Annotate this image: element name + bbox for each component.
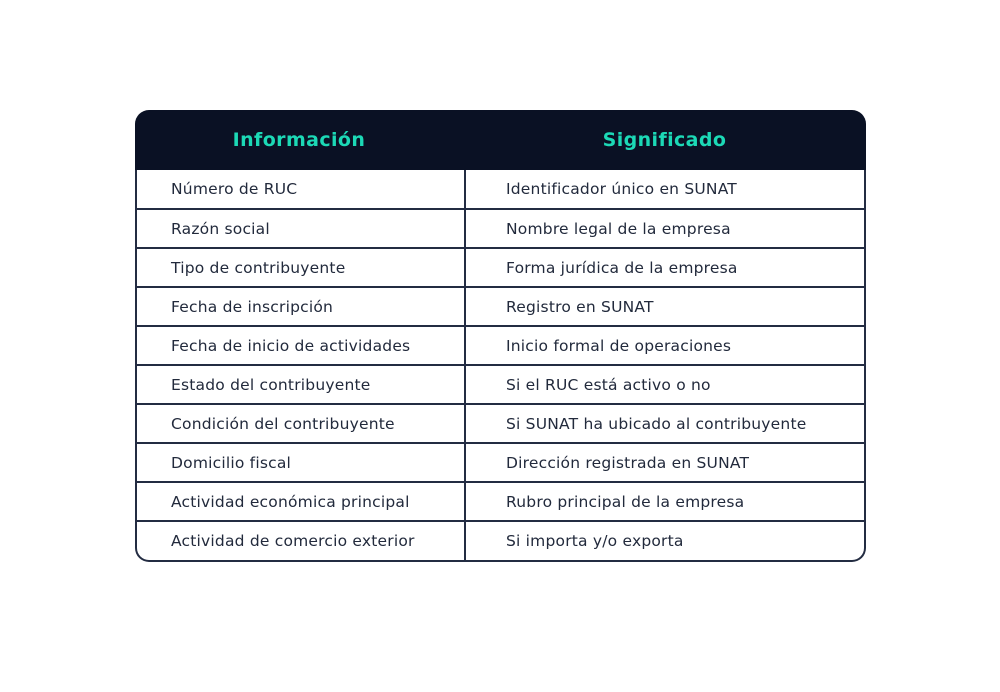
meaning-cell: Dirección registrada en SUNAT xyxy=(465,443,864,482)
info-cell: Estado del contribuyente xyxy=(137,365,465,404)
meaning-cell: Inicio formal de operaciones xyxy=(465,326,864,365)
table-header xyxy=(135,110,866,170)
meaning-cell: Si el RUC está activo o no xyxy=(465,365,864,404)
table-row xyxy=(137,248,864,287)
column-header-informacion: Información xyxy=(232,129,366,151)
column-header-significado: Significado xyxy=(602,129,727,151)
table-row xyxy=(137,404,864,443)
meaning-cell: Si importa y/o exporta xyxy=(506,532,684,550)
table-row xyxy=(137,521,864,560)
meaning-cell: Identificador único en SUNAT xyxy=(465,170,864,209)
info-cell: Actividad de comercio exterior xyxy=(137,521,465,560)
table-row xyxy=(137,443,864,482)
info-cell: Número de RUC xyxy=(137,170,465,209)
table-row xyxy=(137,287,864,326)
ruc-info-table xyxy=(135,110,866,562)
table-row xyxy=(137,482,864,521)
table-grid xyxy=(137,170,864,560)
table-row xyxy=(137,326,864,365)
table-row xyxy=(137,209,864,248)
info-cell: Fecha de inscripción xyxy=(137,287,465,326)
info-cell: Condición del contribuyente xyxy=(137,404,465,443)
info-cell: Razón social xyxy=(137,209,465,248)
meaning-cell: Registro en SUNAT xyxy=(465,287,864,326)
meaning-cell: Rubro principal de la empresa xyxy=(465,482,864,521)
table-rows xyxy=(137,170,864,560)
info-cell: Tipo de contribuyente xyxy=(137,248,465,287)
info-cell: Actividad económica principal xyxy=(137,482,465,521)
info-cell: Domicilio fiscal xyxy=(137,443,465,482)
meaning-cell: Si SUNAT ha ubicado al contribuyente xyxy=(465,404,864,443)
meaning-cell: Nombre legal de la empresa xyxy=(465,209,864,248)
meaning-cell: Forma jurídica de la empresa xyxy=(465,248,864,287)
table-row xyxy=(137,170,864,209)
table-body xyxy=(135,170,866,562)
info-cell: Fecha de inicio de actividades xyxy=(137,326,465,365)
table-row xyxy=(137,365,864,404)
